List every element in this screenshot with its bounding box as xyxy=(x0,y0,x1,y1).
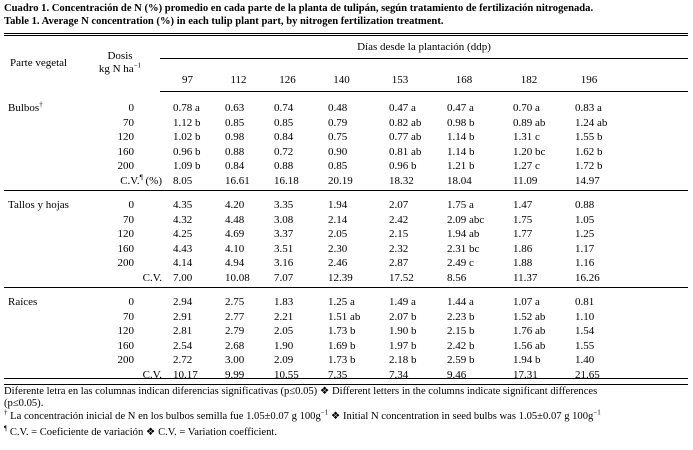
dose-cell: 0 xyxy=(128,296,134,308)
value-cell: 0.96 b xyxy=(389,160,417,173)
value-cell: 2.42 b xyxy=(447,339,475,352)
value-cell: 0.48 xyxy=(328,102,348,114)
value-cell: 0.72 xyxy=(274,145,294,158)
value-cell: 2.15 b xyxy=(447,325,475,338)
group-label xyxy=(8,199,69,211)
value-cell: 4.32 xyxy=(173,213,193,226)
value-cell: 2.94 xyxy=(173,296,193,308)
cv-value-cell: 8.05 xyxy=(173,175,193,187)
value-cell: 1.10 xyxy=(575,310,595,323)
day-header-168: 168 xyxy=(455,74,473,86)
value-cell: 2.72 xyxy=(173,354,193,367)
cv-unit: (%) xyxy=(142,175,162,187)
cv-value-cell: 17.31 xyxy=(513,369,538,381)
group-label xyxy=(8,102,43,114)
value-cell: 2.91 xyxy=(173,310,193,323)
value-cell: 0.88 xyxy=(575,199,595,211)
value-cell: 2.75 xyxy=(225,296,245,308)
dose-cell: 0 xyxy=(128,199,134,211)
day-header-196: 196 xyxy=(580,74,598,86)
value-cell: 1.76 ab xyxy=(513,325,546,338)
group-divider-rule xyxy=(4,287,688,288)
value-cell: 3.35 xyxy=(274,199,294,211)
value-cell: 1.73 b xyxy=(328,325,356,338)
value-cell: 3.51 xyxy=(274,242,294,255)
header-parte-vegetal: Parte vegetal xyxy=(10,57,68,69)
top-rule-double xyxy=(4,35,688,36)
cv-value-cell: 20.19 xyxy=(328,175,353,187)
cv-value-cell: 16.18 xyxy=(274,175,299,187)
value-cell: 0.96 b xyxy=(173,145,201,158)
value-cell: 1.69 b xyxy=(328,339,356,352)
value-cell: 4.25 xyxy=(173,228,193,241)
value-cell: 1.40 xyxy=(575,354,595,367)
cv-value-cell: 12.39 xyxy=(328,272,353,284)
value-cell: 1.25 a xyxy=(328,296,355,308)
value-cell: 1.55 xyxy=(575,339,595,352)
cv-value-cell: 18.32 xyxy=(389,175,414,187)
header-dosis-unit: kg N $ha^{-1}$ xyxy=(98,61,142,75)
value-cell: 0.74 xyxy=(274,102,294,114)
value-cell: 4.43 xyxy=(173,242,193,255)
value-cell: 0.98 b xyxy=(447,116,475,129)
group-label-mark: † xyxy=(39,100,43,109)
value-cell: 3.16 xyxy=(274,257,294,270)
value-cell: 1.31 c xyxy=(513,131,540,144)
header-dias: Días desde la plantación (ddp) xyxy=(357,41,491,53)
value-cell: 2.42 xyxy=(389,213,409,226)
value-cell: 1.25 xyxy=(575,228,595,241)
value-cell: 0.81 ab xyxy=(389,145,422,158)
dose-cell: 200 xyxy=(117,354,134,367)
dose-cell: 160 xyxy=(117,242,134,255)
group-label-text: Bulbos xyxy=(8,102,40,114)
value-cell: 2.59 b xyxy=(447,354,475,367)
value-cell: 1.94 xyxy=(328,199,348,211)
cv-value-cell: 16.26 xyxy=(575,272,600,284)
value-cell: 0.77 ab xyxy=(389,131,422,144)
value-cell: 0.81 xyxy=(575,296,595,308)
value-cell: 2.05 xyxy=(274,325,294,338)
cv-value-cell: 10.17 xyxy=(173,369,198,381)
value-cell: 0.78 a xyxy=(173,102,200,114)
value-cell: 1.52 ab xyxy=(513,310,546,323)
cv-value-cell: 17.52 xyxy=(389,272,414,284)
value-cell: 1.05 xyxy=(575,213,595,226)
cv-value-cell: 9.99 xyxy=(225,369,245,381)
footnote-significance: Diferente letra en las columnas indican diferencias significativas (p≤0.05) ❖ Different letters in the columns indicate significant differences xyxy=(4,386,598,397)
caption-english: Table 1. Average N concentration (%) in each tulip plant part, by nitrogen fertilization treatment. xyxy=(4,16,444,27)
value-cell: 0.85 xyxy=(274,116,294,129)
header-dosis: Dosis xyxy=(107,50,133,62)
value-cell: 1.14 b xyxy=(447,145,475,158)
value-cell: 1.94 b xyxy=(513,354,541,367)
value-cell: 1.97 b xyxy=(389,339,417,352)
day-header-126: 126 xyxy=(279,74,296,86)
value-cell: 3.37 xyxy=(274,228,294,241)
value-cell: 2.77 xyxy=(225,310,245,323)
value-cell: 1.77 xyxy=(513,228,533,241)
cv-value-cell: 7.34 xyxy=(389,369,409,381)
cv-label-text: C.V. xyxy=(120,175,140,187)
day-header-97: 97 xyxy=(182,74,193,86)
dose-cell: 120 xyxy=(117,228,134,241)
value-cell: 2.05 xyxy=(328,228,348,241)
value-cell: 1.20 bc xyxy=(513,145,546,158)
value-cell: 2.79 xyxy=(225,325,245,338)
dose-cell: 160 xyxy=(117,339,134,352)
value-cell: 1.94 ab xyxy=(447,228,480,241)
value-cell: 1.24 ab xyxy=(575,116,608,129)
cv-label xyxy=(80,272,162,284)
cv-label xyxy=(80,369,162,381)
value-cell: 2.07 b xyxy=(389,310,417,323)
footnote-initial-n: † La concentración inicial de N en los bulbos semilla fue 1.05±0.07 g $100g^{-1}$ ❖ Initial N concentration in seed bulbs was 1.05±0.07 g $100g^{-1}$ xyxy=(4,408,601,422)
value-cell: 2.46 xyxy=(328,257,348,270)
value-cell: 0.88 xyxy=(274,160,294,173)
value-cell: 2.54 xyxy=(173,339,193,352)
cv-value-cell: 7.07 xyxy=(274,272,294,284)
day-header-182: 182 xyxy=(520,74,538,86)
value-cell: 1.44 a xyxy=(447,296,474,308)
value-cell: 2.23 b xyxy=(447,310,475,323)
cv-value-cell: 11.09 xyxy=(513,175,538,187)
value-cell: 3.00 xyxy=(225,354,245,367)
value-cell: 2.21 xyxy=(274,310,294,323)
value-cell: 2.09 abc xyxy=(447,213,485,226)
value-cell: 1.90 b xyxy=(389,325,417,338)
cv-value-cell: 21.65 xyxy=(575,369,600,381)
value-cell: 1.73 b xyxy=(328,354,356,367)
cv-value-cell: 9.46 xyxy=(447,369,467,381)
value-cell: 4.69 xyxy=(225,228,245,241)
value-cell: 1.02 b xyxy=(173,131,201,144)
value-cell: 0.84 xyxy=(225,160,245,173)
value-cell: 0.88 xyxy=(225,145,245,158)
value-cell: 2.30 xyxy=(328,242,348,255)
dose-cell: 70 xyxy=(123,213,134,226)
value-cell: 4.35 xyxy=(173,199,193,211)
value-cell: 1.55 b xyxy=(575,131,603,144)
value-cell: 2.81 xyxy=(173,325,193,338)
value-cell: 2.07 xyxy=(389,199,409,211)
top-rule xyxy=(4,33,688,34)
value-cell: 1.72 b xyxy=(575,160,603,173)
cv-value-cell: 10.55 xyxy=(274,369,299,381)
value-cell: 1.09 b xyxy=(173,160,201,173)
cv-label-text: C.V. xyxy=(142,369,162,381)
value-cell: 1.83 xyxy=(274,296,294,308)
value-cell: 2.32 xyxy=(389,242,409,255)
footnote-significance-cont: (p≤0.05). xyxy=(4,398,44,409)
value-cell: 0.90 xyxy=(328,145,348,158)
value-cell: 0.63 xyxy=(225,102,245,114)
value-cell: 0.84 xyxy=(274,131,294,144)
value-cell: 3.08 xyxy=(274,213,294,226)
value-cell: 1.21 b xyxy=(447,160,475,173)
footnote-cv: ¶ C.V. = Coeficiente de variación ❖ C.V. = Variation coefficient. xyxy=(4,424,278,438)
value-cell: 4.94 xyxy=(225,257,245,270)
dose-cell: 200 xyxy=(117,257,134,270)
value-cell: 1.54 xyxy=(575,325,595,338)
value-cell: 2.18 b xyxy=(389,354,417,367)
value-cell: 0.70 a xyxy=(513,102,540,114)
cv-mark: ¶ xyxy=(139,173,143,182)
dose-cell: 120 xyxy=(117,131,134,144)
cv-value-cell: 18.04 xyxy=(447,175,472,187)
value-cell: 0.82 ab xyxy=(389,116,422,129)
cv-value-cell: 7.00 xyxy=(173,272,193,284)
value-cell: 1.56 ab xyxy=(513,339,546,352)
value-cell: 1.16 xyxy=(575,257,595,270)
value-cell: 1.75 a xyxy=(447,199,474,211)
group-label-text: Tallos y hojas xyxy=(8,199,69,211)
value-cell: 1.51 ab xyxy=(328,310,361,323)
caption-spanish: Cuadro 1. Concentración de N (%) promedio en cada parte de la planta de tulipán, según tratamiento de fertilización nitrogenada. xyxy=(4,3,594,14)
group-divider-rule xyxy=(4,384,688,385)
dose-cell: 0 xyxy=(128,102,134,114)
value-cell: 0.75 xyxy=(328,131,348,144)
value-cell: 1.14 b xyxy=(447,131,475,144)
value-cell: 1.88 xyxy=(513,257,533,270)
cv-value-cell: 8.56 xyxy=(447,272,467,284)
value-cell: 0.83 a xyxy=(575,102,602,114)
day-header-140: 140 xyxy=(333,74,350,86)
value-cell: 2.14 xyxy=(328,213,348,226)
value-cell: 1.62 b xyxy=(575,145,603,158)
cv-value-cell: 16.61 xyxy=(225,175,250,187)
value-cell: 0.89 ab xyxy=(513,116,546,129)
value-cell: 0.47 a xyxy=(447,102,474,114)
value-cell: 1.12 b xyxy=(173,116,201,129)
day-header-153: 153 xyxy=(391,74,409,86)
value-cell: 1.17 xyxy=(575,242,595,255)
cv-value-cell: 7.35 xyxy=(328,369,348,381)
value-cell: 2.09 xyxy=(274,354,294,367)
header-bottom-rule xyxy=(160,91,688,92)
value-cell: 2.87 xyxy=(389,257,409,270)
value-cell: 0.85 xyxy=(225,116,245,129)
cv-value-cell: 14.97 xyxy=(575,175,600,187)
value-cell: 1.07 a xyxy=(513,296,540,308)
value-cell: 0.79 xyxy=(328,116,348,129)
cv-label-text: C.V. xyxy=(142,272,162,284)
value-cell: 1.90 xyxy=(274,339,294,352)
value-cell: 1.86 xyxy=(513,242,533,255)
cv-value-cell: 11.37 xyxy=(513,272,538,284)
value-cell: 2.68 xyxy=(225,339,245,352)
value-cell: 2.49 c xyxy=(447,257,474,270)
header-spanner-rule xyxy=(160,58,688,59)
value-cell: 4.14 xyxy=(173,257,193,270)
value-cell: 4.20 xyxy=(225,199,245,211)
group-label-text: Raíces xyxy=(8,296,38,308)
dose-cell: 200 xyxy=(117,160,134,173)
dose-cell: 120 xyxy=(117,325,134,338)
bottom-rule xyxy=(4,378,688,379)
value-cell: 1.75 xyxy=(513,213,533,226)
group-divider-rule xyxy=(4,190,688,191)
value-cell: 2.15 xyxy=(389,228,409,241)
value-cell: 2.31 bc xyxy=(447,242,480,255)
dose-cell: 70 xyxy=(123,310,134,323)
value-cell: 0.98 xyxy=(225,131,245,144)
group-label xyxy=(8,296,37,308)
value-cell: 4.10 xyxy=(225,242,245,255)
dose-cell: 160 xyxy=(117,145,134,158)
value-cell: 1.27 c xyxy=(513,160,540,173)
dose-cell: 70 xyxy=(123,116,134,129)
value-cell: 1.47 xyxy=(513,199,533,211)
cv-value-cell: 10.08 xyxy=(225,272,250,284)
value-cell: 1.49 a xyxy=(389,296,416,308)
value-cell: 4.48 xyxy=(225,213,245,226)
day-header-112: 112 xyxy=(230,74,247,86)
value-cell: 0.85 xyxy=(328,160,348,173)
value-cell: 0.47 a xyxy=(389,102,416,114)
cv-label xyxy=(80,175,162,187)
